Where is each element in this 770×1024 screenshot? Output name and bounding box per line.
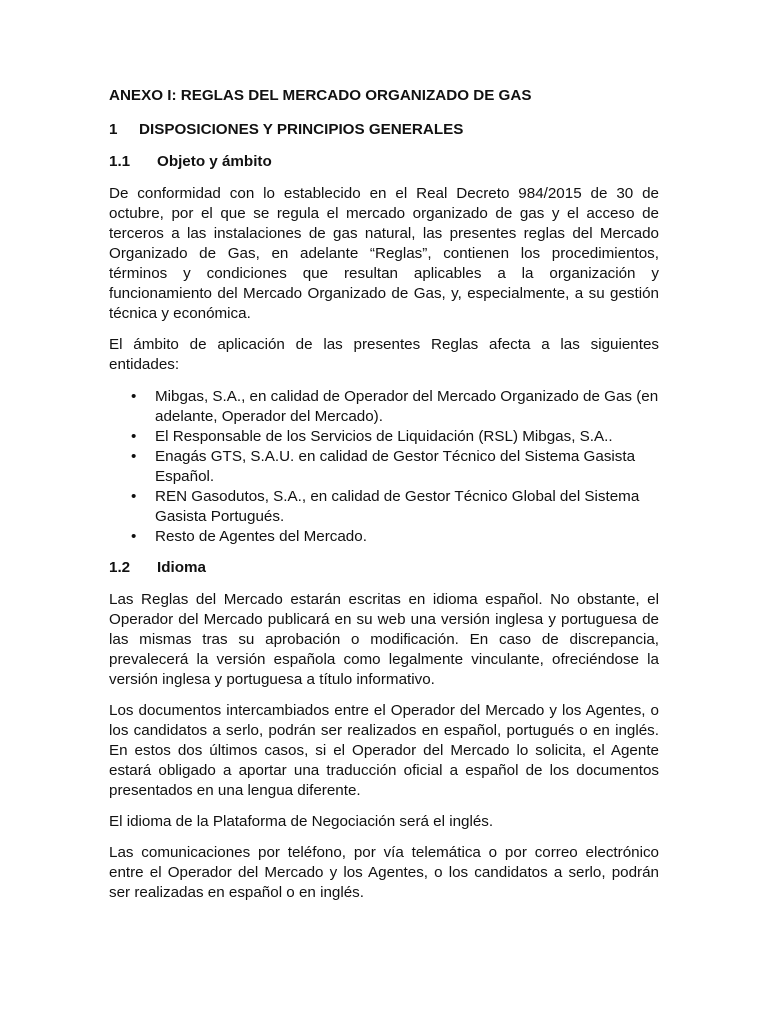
- bullet-icon: •: [131, 448, 137, 465]
- section-heading-1-2: [109, 558, 659, 578]
- bullet-icon: •: [131, 488, 137, 505]
- paragraph-idioma-reglas: Las Reglas del Mercado estarán escritas en idioma español. No obstante, el Operador del Mercado publicará en su web una versión inglesa y portuguesa de las mismas tras su aprobación o modificación. En caso de discrepancia, prevalecerá la versión española como legalmente vinculante, ofreciéndose la versión inglesa y portuguesa a título informativo.: [109, 591, 659, 688]
- section-number: 1: [109, 121, 118, 138]
- list-item: • REN Gasodutos, S.A., en calidad de Gestor Técnico Global del Sistema Gasista Portugués.: [131, 488, 640, 525]
- bullet-icon: •: [131, 528, 137, 545]
- section-title: Idioma: [157, 559, 206, 576]
- paragraph-idioma-comunicaciones: Las comunicaciones por teléfono, por vía telemática o por correo electrónico entre el Operador del Mercado y los Agentes, o los candidatos a serlo, podrán ser realizadas en español o en inglés.: [109, 844, 659, 901]
- document-title: ANEXO I: REGLAS DEL MERCADO ORGANIZADO DE GAS: [109, 87, 532, 104]
- paragraph-objeto: De conformidad con lo establecido en el Real Decreto 984/2015 de 30 de octubre, por el que se regula el mercado organizado de gas y el acceso de terceros a las instalaciones de gas natural, las presentes reglas del Mercado Organizado de Gas, en adelante “Reglas”, contienen los procedimientos, términos y condiciones que resultan aplicables a la organización y funcionamiento del Mercado Organizado de Gas, y, especialmente, a su gestión técnica y económica.: [109, 185, 659, 322]
- section-heading-1: [109, 120, 659, 140]
- list-item: • Mibgas, S.A., en calidad de Operador del Mercado Organizado de Gas (en adelante, Operador del Mercado).: [131, 388, 659, 425]
- section-title: DISPOSICIONES Y PRINCIPIOS GENERALES: [139, 121, 464, 138]
- section-number: 1.2: [109, 559, 131, 576]
- section-heading-1-1: [109, 152, 659, 172]
- list-item: • Enagás GTS, S.A.U. en calidad de Gestor Técnico del Sistema Gasista Español.: [131, 448, 636, 485]
- section-title: Objeto y ámbito: [157, 153, 272, 170]
- paragraph-idioma-plataforma: El idioma de la Plataforma de Negociación será el inglés.: [109, 813, 494, 830]
- bullet-icon: •: [131, 428, 137, 445]
- paragraph-ambito: El ámbito de aplicación de las presentes Reglas afecta a las siguientes entidades:: [109, 336, 659, 373]
- section-number: 1.1: [109, 153, 131, 170]
- list-item: • Resto de Agentes del Mercado.: [131, 528, 367, 545]
- paragraph-idioma-documentos: Los documentos intercambiados entre el Operador del Mercado y los Agentes, o los candidatos a serlo, podrán ser realizados en español, portugués o en inglés. En estos dos últimos casos, si el Operador del Mercado lo solicita, el Agente estará obligado a aportar una traducción oficial a español de los documentos presentados en una lengua diferente.: [109, 702, 659, 799]
- entities-list: [109, 387, 659, 547]
- bullet-icon: •: [131, 388, 137, 405]
- list-item: • El Responsable de los Servicios de Liquidación (RSL) Mibgas, S.A..: [131, 428, 613, 445]
- document-page: [109, 86, 659, 914]
